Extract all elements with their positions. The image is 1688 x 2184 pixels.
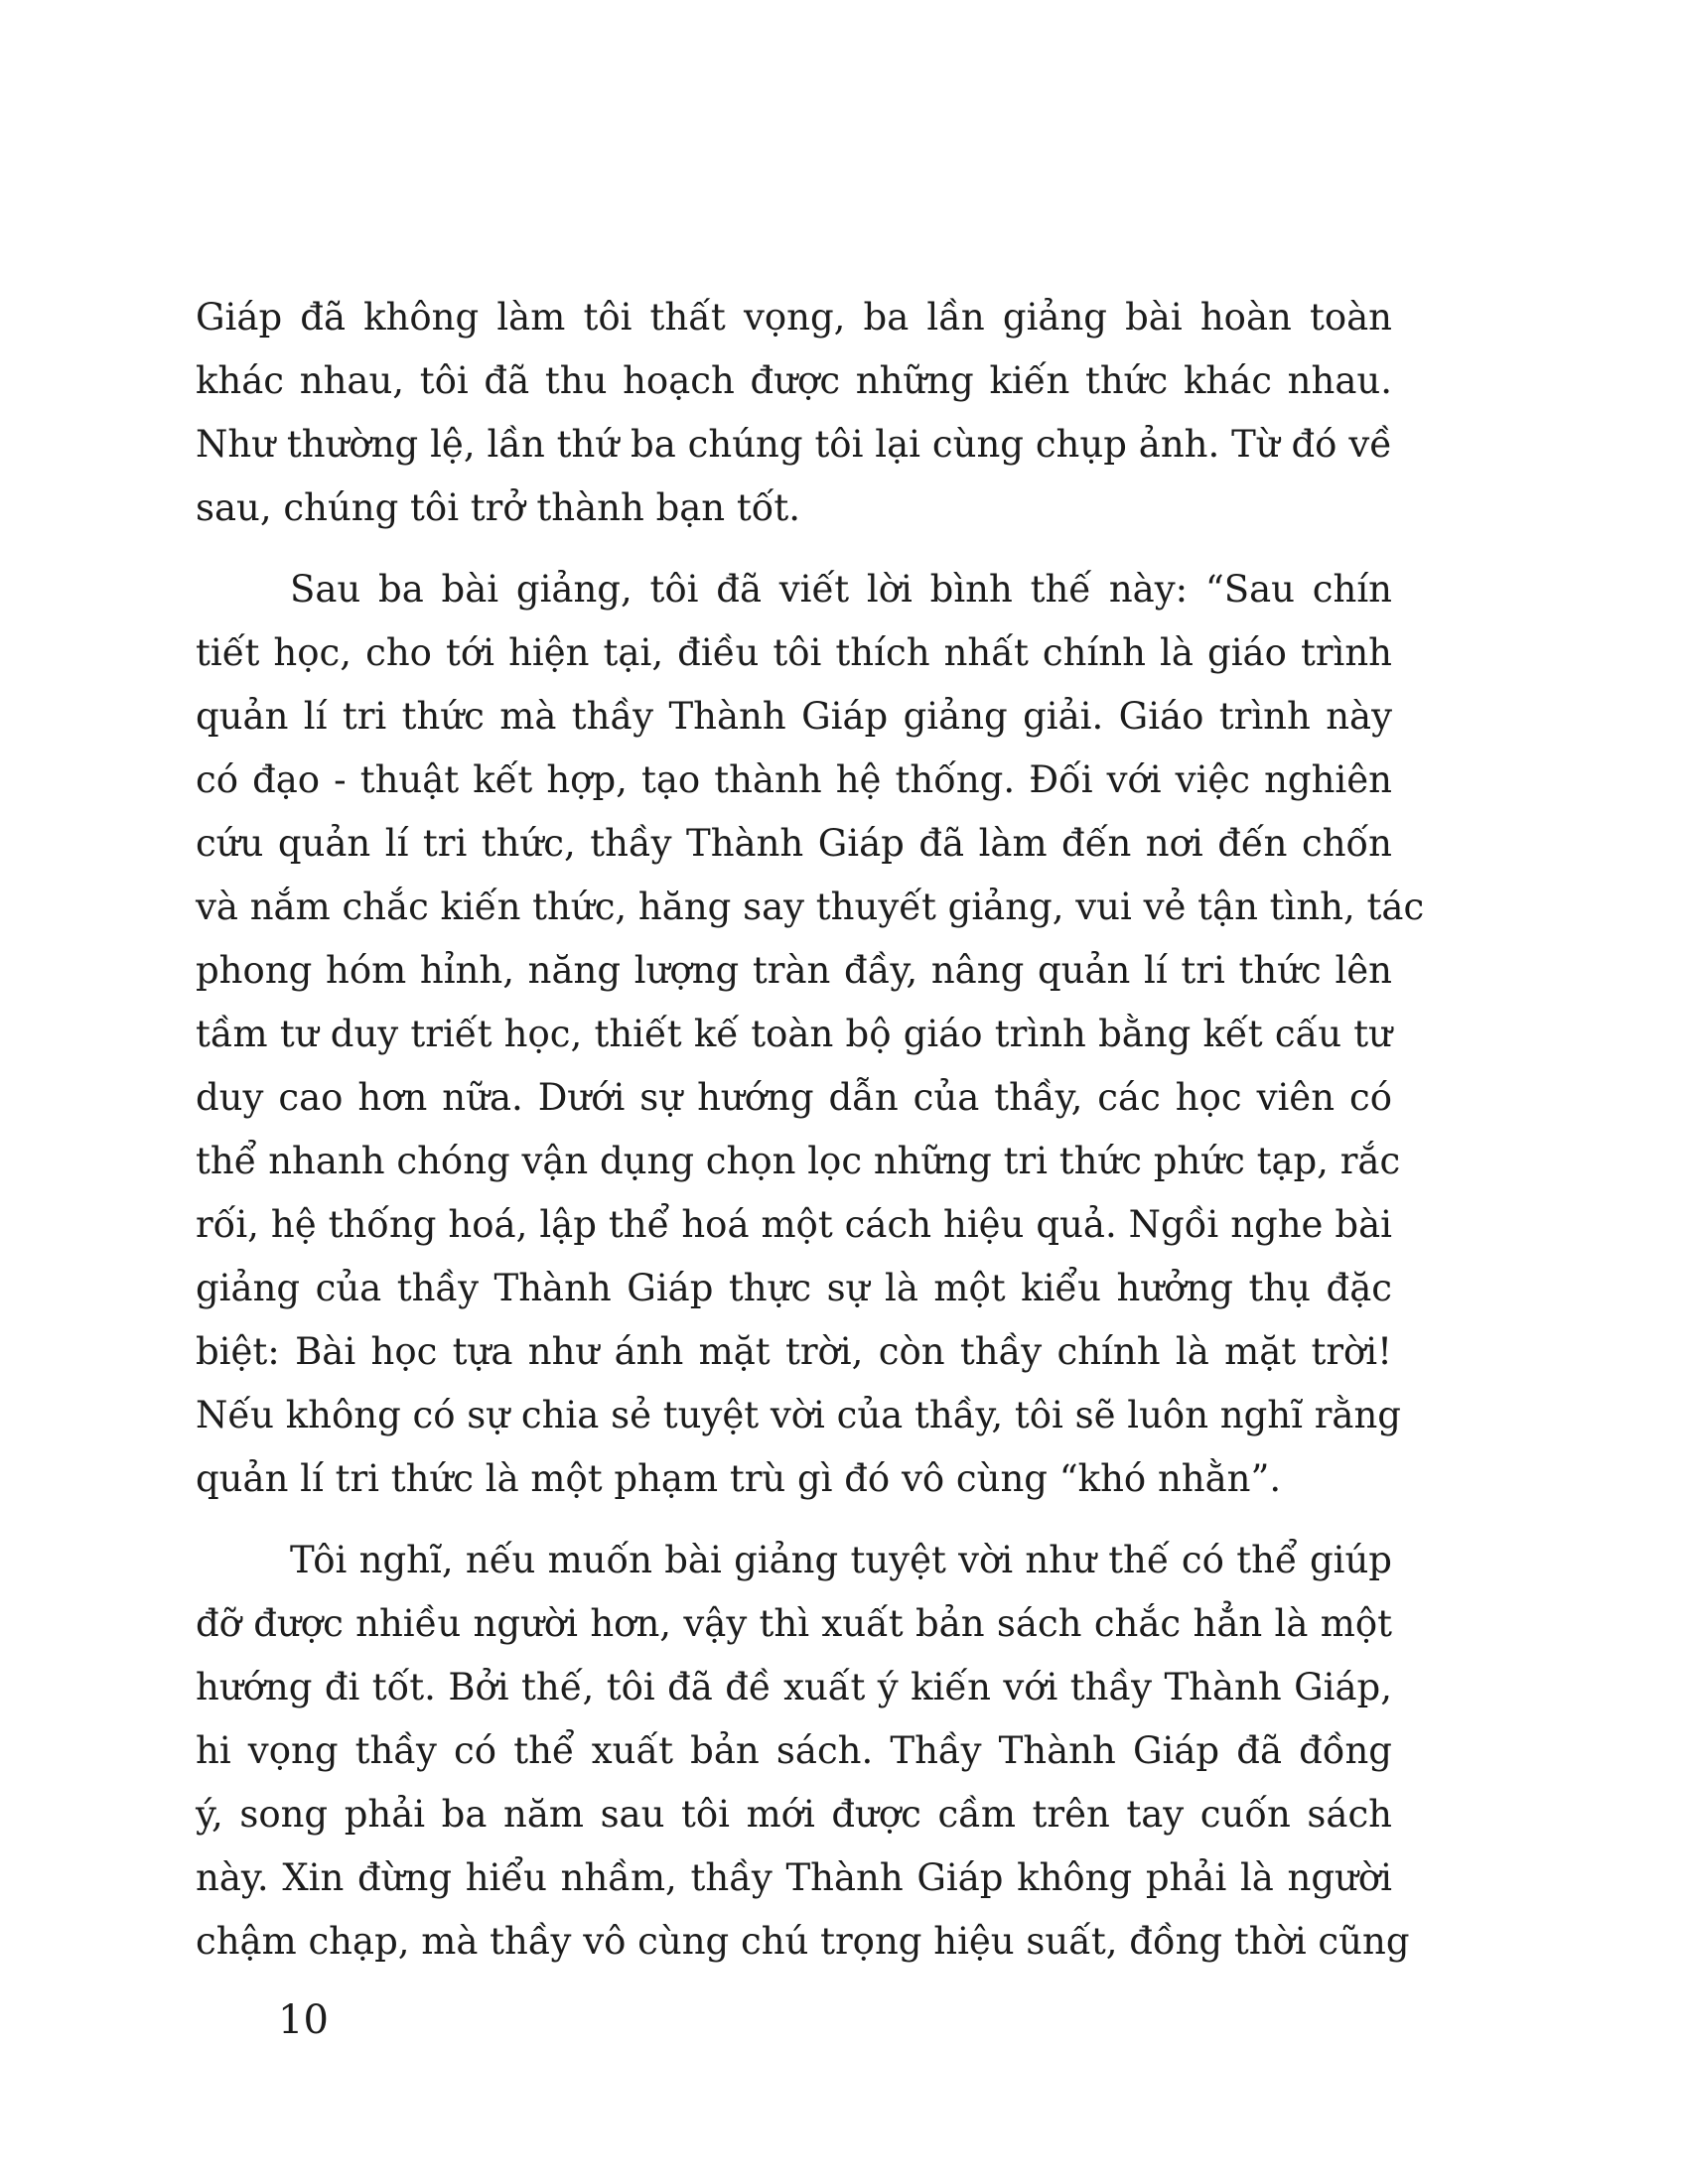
paragraph — [196, 286, 1392, 540]
paragraph — [196, 558, 1425, 1511]
page-text-block — [196, 286, 1425, 1974]
text-line: rối, hệ thống hoá, lập thể hoá một cách hiệu quả. Ngồi nghe bài — [196, 1203, 1392, 1246]
text-line: Tôi nghĩ, nếu muốn bài giảng tuyệt vời như thế có thể giúp — [290, 1539, 1392, 1581]
text-line: thể nhanh chóng vận dụng chọn lọc những tri thức phức tạp, rắc — [196, 1140, 1401, 1182]
text-line: quản lí tri thức là một phạm trù gì đó vô cùng “khó nhằn”. — [196, 1457, 1282, 1500]
text-line: có đạo - thuật kết hợp, tạo thành hệ thống. Đối với việc nghiên — [196, 758, 1392, 801]
text-line: cứu quản lí tri thức, thầy Thành Giáp đã làm đến nơi đến chốn — [196, 822, 1392, 865]
text-line: khác nhau, tôi đã thu hoạch được những kiến thức khác nhau. — [196, 359, 1392, 402]
text-line: đỡ được nhiều người hơn, vậy thì xuất bản sách chắc hẳn là một — [196, 1602, 1392, 1645]
text-line: và nắm chắc kiến thức, hăng say thuyết giảng, vui vẻ tận tình, tác — [196, 886, 1425, 928]
text-line: duy cao hơn nữa. Dưới sự hướng dẫn của thầy, các học viên có — [196, 1076, 1392, 1119]
text-line: này. Xin đừng hiểu nhầm, thầy Thành Giáp không phải là người — [196, 1856, 1392, 1899]
text-line: Như thường lệ, lần thứ ba chúng tôi lại cùng chụp ảnh. Từ đó về — [196, 423, 1392, 466]
text-line: sau, chúng tôi trở thành bạn tốt. — [196, 486, 801, 529]
text-line: hi vọng thầy có thể xuất bản sách. Thầy Thành Giáp đã đồng — [196, 1729, 1392, 1772]
text-line: phong hóm hỉnh, năng lượng tràn đầy, nâng quản lí tri thức lên — [196, 949, 1392, 992]
paragraph — [196, 1529, 1410, 1974]
text-line: ý, song phải ba năm sau tôi mới được cầm trên tay cuốn sách — [196, 1793, 1392, 1836]
text-line: hướng đi tốt. Bởi thế, tôi đã đề xuất ý kiến với thầy Thành Giáp, — [196, 1666, 1392, 1708]
text-line: tiết học, cho tới hiện tại, điều tôi thích nhất chính là giáo trình — [196, 631, 1392, 674]
text-line: quản lí tri thức mà thầy Thành Giáp giảng giải. Giáo trình này — [196, 695, 1392, 738]
text-line: Sau ba bài giảng, tôi đã viết lời bình thế này: “Sau chín — [290, 568, 1392, 611]
text-line: giảng của thầy Thành Giáp thực sự là một kiểu hưởng thụ đặc — [196, 1267, 1392, 1309]
text-line: tầm tư duy triết học, thiết kế toàn bộ giáo trình bằng kết cấu tư — [196, 1013, 1392, 1055]
text-line: Giáp đã không làm tôi thất vọng, ba lần giảng bài hoàn toàn — [196, 296, 1392, 339]
page-number: 10 — [278, 1997, 329, 2043]
text-line: Nếu không có sự chia sẻ tuyệt vời của thầy, tôi sẽ luôn nghĩ rằng — [196, 1394, 1401, 1436]
text-line: biệt: Bài học tựa như ánh mặt trời, còn thầy chính là mặt trời! — [196, 1330, 1392, 1373]
text-line: chậm chạp, mà thầy vô cùng chú trọng hiệu suất, đồng thời cũng — [196, 1920, 1410, 1963]
